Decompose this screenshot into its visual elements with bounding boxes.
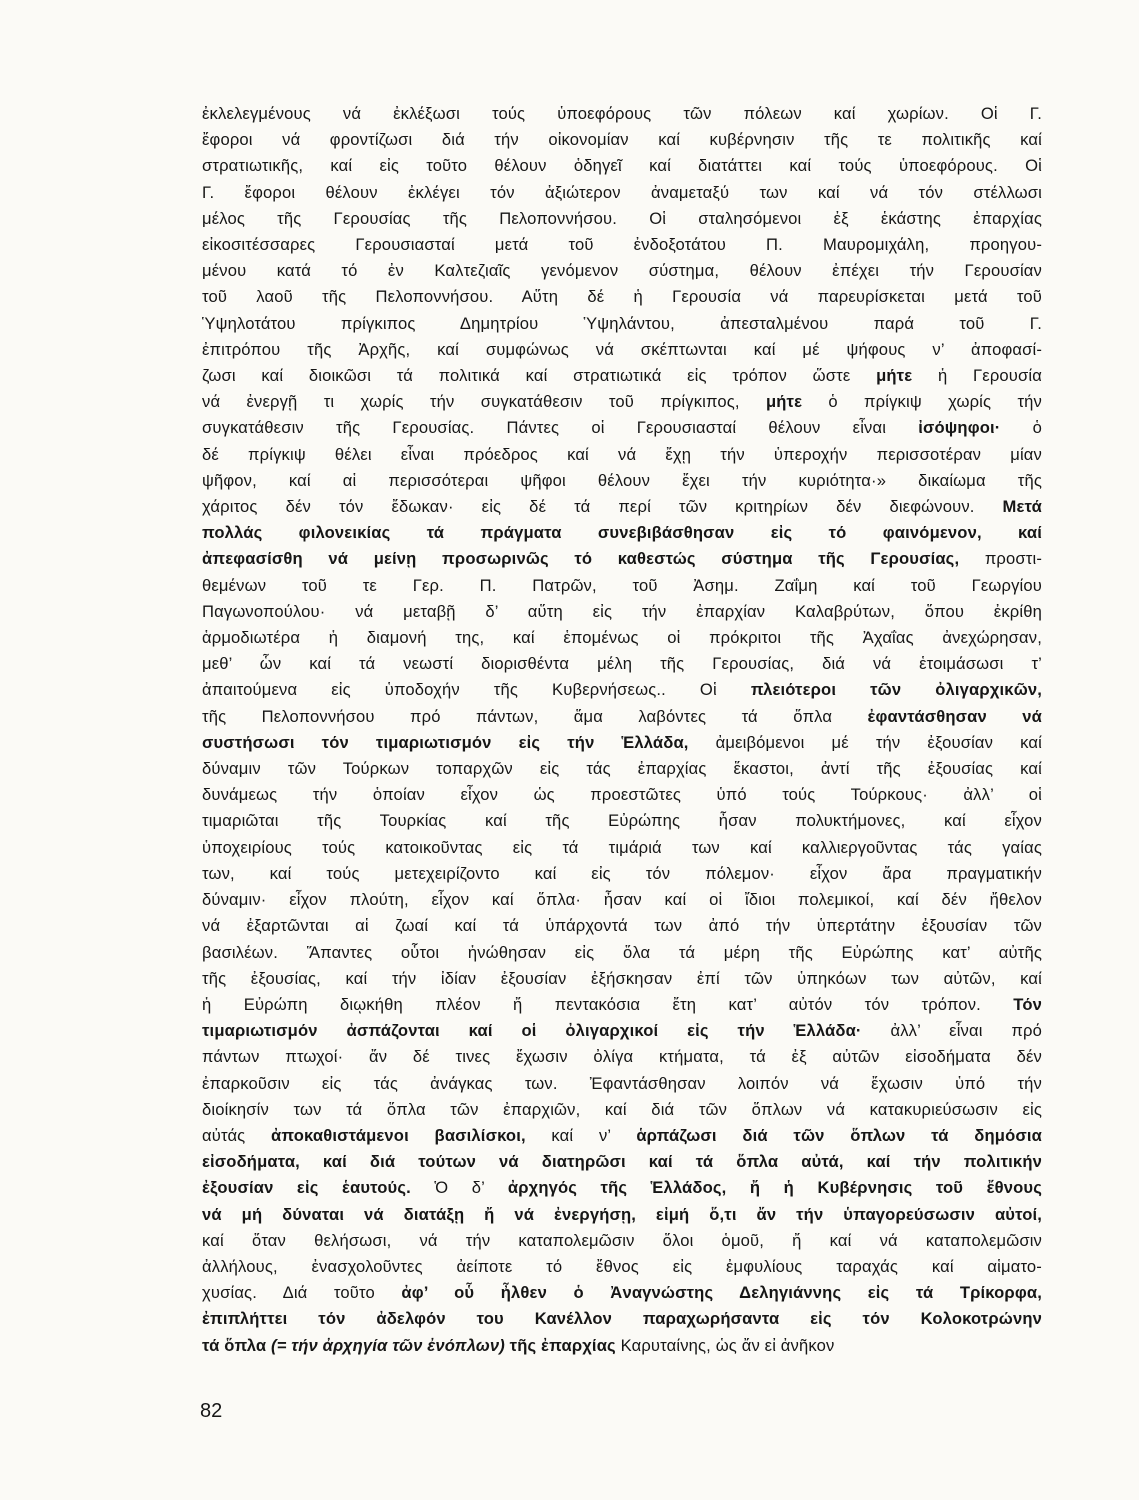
text-line: [202, 284, 1042, 310]
text-segment: διοίκησίν των τά ὅπλα τῶν ἐπαρχιῶν, καί διά τῶν ὅπλων νά κατακυριεύσωσιν εἰς: [202, 1099, 1042, 1119]
text-line: [202, 1044, 1042, 1070]
text-segment: τιμαριῶται τῆς Τουρκίας καί τῆς Εὐρώπης ἦσαν πολυκτήμονες, καί εἶχον: [202, 811, 1042, 831]
text-line: [202, 1254, 1042, 1280]
emphasized-text: τά ὅπλα: [202, 1335, 267, 1355]
text-segment: ἀπαιτούμενα εἰς ὑποδοχήν τῆς Κυβερνήσεως.. Οἱ: [202, 680, 751, 700]
emphasized-text: πολλάς φιλονεικίας τά πράγματα συνεβιβάσθησαν εἰς τό φαινόμενον, καί: [202, 523, 1042, 543]
text-line: [202, 1333, 1042, 1359]
text-segment: στρατιωτικῆς, καί εἰς τοῦτο θέλουν ὁδηγεῖ καί διατάττει καί τούς ὑποεφόρους. Οἱ: [202, 156, 1042, 176]
text-segment: δυνάμεως τήν ὁποίαν εἶχον ὡς προεστῶτες ὑπό τούς Τούρκους· ἀλλ’ οἱ: [202, 785, 1042, 805]
text-segment: δέ πρίγκιψ θέλει εἶναι πρόεδρος καί νά ἔχῃ τήν ὑπεροχήν περισσοτέραν μίαν: [202, 444, 1042, 464]
text-segment: ἀλλήλους, ἐνασχολοῦντες ἀείποτε τό ἔθνος εἰς ἐμφυλίους ταραχάς καί αἱματο-: [202, 1256, 1042, 1276]
text-line: [202, 1175, 1042, 1201]
text-line: [202, 730, 1042, 756]
emphasized-text: ἀρχηγός τῆς Ἑλλάδος, ἤ ἡ Κυβέρνησις τοῦ ἔθνους: [507, 1178, 1042, 1198]
text-line: [202, 808, 1042, 834]
emphasized-text: συστήσωσι τόν τιμαριωτισμόν εἰς τήν Ἑλλάδα,: [202, 732, 689, 752]
text-segment: τοῦ λαοῦ τῆς Πελοποννήσου. Αὕτη δέ ἡ Γερουσία νά παρευρίσκεται μετά τοῦ: [202, 287, 1042, 307]
text-line: [202, 1071, 1042, 1097]
text-line: [202, 258, 1042, 284]
text-segment: μέλος τῆς Γερουσίας τῆς Πελοποννήσου. Οἱ σταλησόμενοι ἐξ ἑκάστης ἐπαρχίας: [202, 208, 1042, 228]
text-segment: τῆς ἐξουσίας, καί τήν ἰδίαν ἐξουσίαν ἐξήσκησαν ἐπί τῶν ὑπηκόων των αὐτῶν, καί: [202, 968, 1042, 988]
emphasized-text: τιμαριωτισμόν ἀσπάζονται καί οἱ ὀλιγαρχικοί εἰς τήν Ἑλλάδα·: [202, 1021, 862, 1041]
emphasized-text: ἰσόψηφοι·: [918, 418, 1001, 438]
emphasized-text: ἀφ’ οὗ ἦλθεν ὁ Ἀναγνώστης Δεληγιάννης εἰς τά Τρίκορφα,: [401, 1283, 1042, 1303]
text-line: [202, 756, 1042, 782]
text-line: [202, 1202, 1042, 1228]
text-segment: ἡ Γερουσία: [912, 366, 1043, 386]
text-line: [202, 913, 1042, 939]
text-segment: χυσίας. Διά τοῦτο: [202, 1283, 402, 1303]
emphasized-text: ἀπεφασίσθη νά μείνῃ προσωρινῶς τό καθεστώς σύστημα τῆς Γερουσίας,: [202, 549, 960, 569]
text-segment: νά ἐξαρτῶνται αἱ ζωαί καί τά ὑπάρχοντά των ἀπό τήν ὑπερτάτην ἐξουσίαν τῶν: [202, 916, 1042, 936]
text-line: [202, 494, 1042, 520]
text-segment: πάντων πτωχοί· ἄν δέ τινες ἔχωσιν ὀλίγα κτήματα, τά ἐξ αὐτῶν εἰσοδήματα δέν: [202, 1047, 1042, 1067]
emphasized-text: Μετά: [1002, 497, 1042, 517]
emphasized-text: τῆς ἐπαρχίας: [504, 1335, 616, 1355]
text-line: [202, 573, 1042, 599]
emphasized-text: ἐπιπλήττει τόν ἀδελφόν του Κανέλλον παραχωρήσαντα εἰς τόν Κολοκοτρώνην: [202, 1309, 1042, 1329]
text-line: [202, 337, 1042, 363]
text-segment: νά ἐνεργῇ τι χωρίς τήν συγκατάθεσιν τοῦ πρίγκιπος,: [202, 392, 766, 412]
text-line: [202, 887, 1042, 913]
emphasized-text: ἁρπάζωσι διά τῶν ὅπλων τά δημόσια: [636, 1125, 1042, 1145]
text-segment: εἰκοσιτέσσαρες Γερουσιασταί μετά τοῦ ἐνδοξοτάτου Π. Μαυρομιχάλη, προηγου-: [202, 235, 1042, 255]
text-line: [202, 782, 1042, 808]
text-line: [202, 546, 1042, 572]
emphasized-text: (= τήν ἀρχηγία τῶν ἐνόπλων): [266, 1335, 505, 1355]
text-line: [202, 468, 1042, 494]
text-segment: καί ὅταν θελήσωσι, νά τήν καταπολεμῶσιν ὅλοι ὁμοῦ, ἤ καί νά καταπολεμῶσιν: [202, 1230, 1042, 1250]
text-line: [202, 1228, 1042, 1254]
text-segment: ὁ: [1000, 418, 1042, 438]
text-segment: ὑποχειρίους τούς κατοικοῦντας εἰς τά τιμάριά των καί καλλιεργοῦντας τάς γαίας: [202, 837, 1042, 857]
text-segment: ψῆφον, καί αἱ περισσότεραι ψῆφοι θέλουν ἔχει τήν κυριότητα·» δικαίωμα τῆς: [202, 470, 1042, 490]
text-segment: ἀλλ’ εἶναι πρό: [861, 1021, 1042, 1041]
text-segment: αὐτάς: [202, 1125, 272, 1145]
text-line: [202, 677, 1042, 703]
text-line: [202, 966, 1042, 992]
text-segment: Ὑψηλοτάτου πρίγκιπος Δημητρίου Ὑψηλάντου, ἀπεσταλμένου παρά τοῦ Γ.: [202, 313, 1042, 333]
emphasized-text: εἰσοδήματα, καί διά τούτων νά διατηρῶσι καί τά ὅπλα αὐτά, καί τήν πολιτικήν: [202, 1152, 1042, 1172]
text-line: [202, 232, 1042, 258]
text-segment: χάριτος δέν τόν ἔδωκαν· εἰς δέ τά περί τῶν κριτηρίων δέν διεφώνουν.: [202, 497, 1003, 517]
text-line: [202, 704, 1042, 730]
text-line: [202, 861, 1042, 887]
text-segment: δύναμιν τῶν Τούρκων τοπαρχῶν εἰς τάς ἐπαρχίας ἕκαστοι, ἀντί τῆς ἐξουσίας καί: [202, 759, 1042, 779]
text-segment: ἔφοροι νά φροντίζωσι διά τήν οἰκονομίαν καί κυβέρνησιν τῆς τε πολιτικῆς καί: [202, 130, 1042, 150]
text-line: [202, 1306, 1042, 1332]
text-line: [202, 520, 1042, 546]
text-segment: τῆς Πελοποννήσου πρό πάντων, ἅμα λαβόντες τά ὅπλα: [202, 706, 868, 726]
text-segment: θεμένων τοῦ τε Γερ. Π. Πατρῶν, τοῦ Ἀσημ. Ζαΐμη καί τοῦ Γεωργίου: [202, 575, 1042, 595]
text-line: [202, 835, 1042, 861]
emphasized-text: Τόν: [1013, 994, 1042, 1014]
text-segment: Γ. ἔφοροι θέλουν ἐκλέγει τόν ἀξιώτερον ἀναμεταξύ των καί νά τόν στέλλωσι: [202, 182, 1042, 202]
text-segment: προστι-: [959, 549, 1043, 569]
text-segment: ἡ Εὐρώπη διῳκήθη πλέον ἤ πεντακόσια ἔτη κατ’ αὐτόν τόν τρόπον.: [202, 994, 1014, 1014]
text-line: [202, 363, 1042, 389]
text-line: [202, 389, 1042, 415]
text-segment: ἁρμοδιωτέρα ἡ διαμονή της, καί ἑπομένως οἱ πρόκριτοι τῆς Ἀχαΐας ἀνεχώρησαν,: [202, 628, 1042, 648]
emphasized-text: νά μή δύναται νά διατάξῃ ἤ νά ἐνεργήσῃ, εἰμή ὅ,τι ἄν τήν ὑπαγορεύσωσιν αὐτοί,: [202, 1204, 1042, 1224]
text-line: [202, 415, 1042, 441]
emphasized-text: ἐφαντάσθησαν νά: [867, 706, 1042, 726]
text-segment: των, καί τούς μετεχειρίζοντο καί εἰς τόν πόλεμον· εἶχον ἄρα πραγματικήν: [202, 863, 1042, 883]
body-text: [202, 101, 1042, 1359]
text-segment: ἐπαρκοῦσιν εἰς τάς ἀνάγκας των. Ἐφαντάσθησαν λοιπόν νά ἔχωσιν ὑπό τήν: [202, 1073, 1042, 1093]
text-line: [202, 1123, 1042, 1149]
text-segment: ὁ πρίγκιψ χωρίς τήν: [802, 392, 1042, 412]
text-line: [202, 206, 1042, 232]
text-segment: μένου κατά τό ἐν Καλτεζιαῖς γενόμενον σύστημα, θέλουν ἐπέχει τήν Γερουσίαν: [202, 261, 1042, 281]
text-line: [202, 599, 1042, 625]
emphasized-text: μήτε: [765, 392, 803, 412]
emphasized-text: ἐξουσίαν εἰς ἑαυτούς.: [202, 1178, 411, 1198]
text-line: [202, 1097, 1042, 1123]
text-segment: ἀμειβόμενοι μέ τήν ἐξουσίαν καί: [688, 732, 1043, 752]
emphasized-text: ἀποκαθιστάμενοι βασιλίσκοι,: [271, 1125, 526, 1145]
text-line: [202, 311, 1042, 337]
text-segment: Παγωνοπούλου· νά μεταβῇ δ’ αὕτη εἰς τήν ἐπαρχίαν Καλαβρύτων, ὅπου ἐκρίθη: [202, 601, 1042, 621]
text-line: [202, 1018, 1042, 1044]
text-segment: ζωσι καί διοικῶσι τά πολιτικά καί στρατιωτικά εἰς τρόπον ὥστε: [202, 366, 877, 386]
text-segment: συγκατάθεσιν τῆς Γερουσίας. Πάντες οἱ Γερουσιασταί θέλουν εἶναι: [202, 418, 919, 438]
text-line: [202, 153, 1042, 179]
text-segment: καί ν’: [525, 1125, 637, 1145]
text-line: [202, 1149, 1042, 1175]
text-segment: ἐκλελεγμένους νά ἐκλέξωσι τούς ὑποεφόρους τῶν πόλεων καί χωρίων. Οἱ Γ.: [202, 104, 1042, 123]
text-line: [202, 992, 1042, 1018]
text-line: [202, 1280, 1042, 1306]
text-segment: Καρυταίνης, ὡς ἄν εἰ ἀνῆκον: [615, 1335, 835, 1355]
text-segment: βασιλέων. Ἅπαντες οὗτοι ἡνώθησαν εἰς ὅλα τά μέρη τῆς Εὐρώπης κατ’ αὐτῆς: [202, 942, 1042, 962]
emphasized-text: μήτε: [876, 366, 913, 386]
page-number: 82: [200, 1400, 223, 1422]
text-line: [202, 940, 1042, 966]
text-line: [202, 651, 1042, 677]
text-line: [202, 625, 1042, 651]
emphasized-text: πλειότεροι τῶν ὀλιγαρχικῶν,: [750, 680, 1042, 700]
text-segment: δύναμιν· εἶχον πλούτη, εἶχον καί ὅπλα· ἦσαν καί οἱ ἴδιοι πολεμικοί, καί δέν ἤθελον: [202, 890, 1042, 910]
text-line: [202, 180, 1042, 206]
text-segment: μεθ’ ὧν καί τά νεωστί διορισθέντα μέλη τῆς Γερουσίας, διά νά ἑτοιμάσωσι τ’: [202, 654, 1042, 674]
text-line: [202, 442, 1042, 468]
text-segment: ἐπιτρόπου τῆς Ἀρχῆς, καί συμφώνως νά σκέπτωνται καί μέ ψήφους ν’ ἀποφασί-: [202, 339, 1042, 359]
text-line: [202, 101, 1042, 127]
text-line: [202, 127, 1042, 153]
text-segment: Ὁ δ’: [410, 1178, 508, 1198]
